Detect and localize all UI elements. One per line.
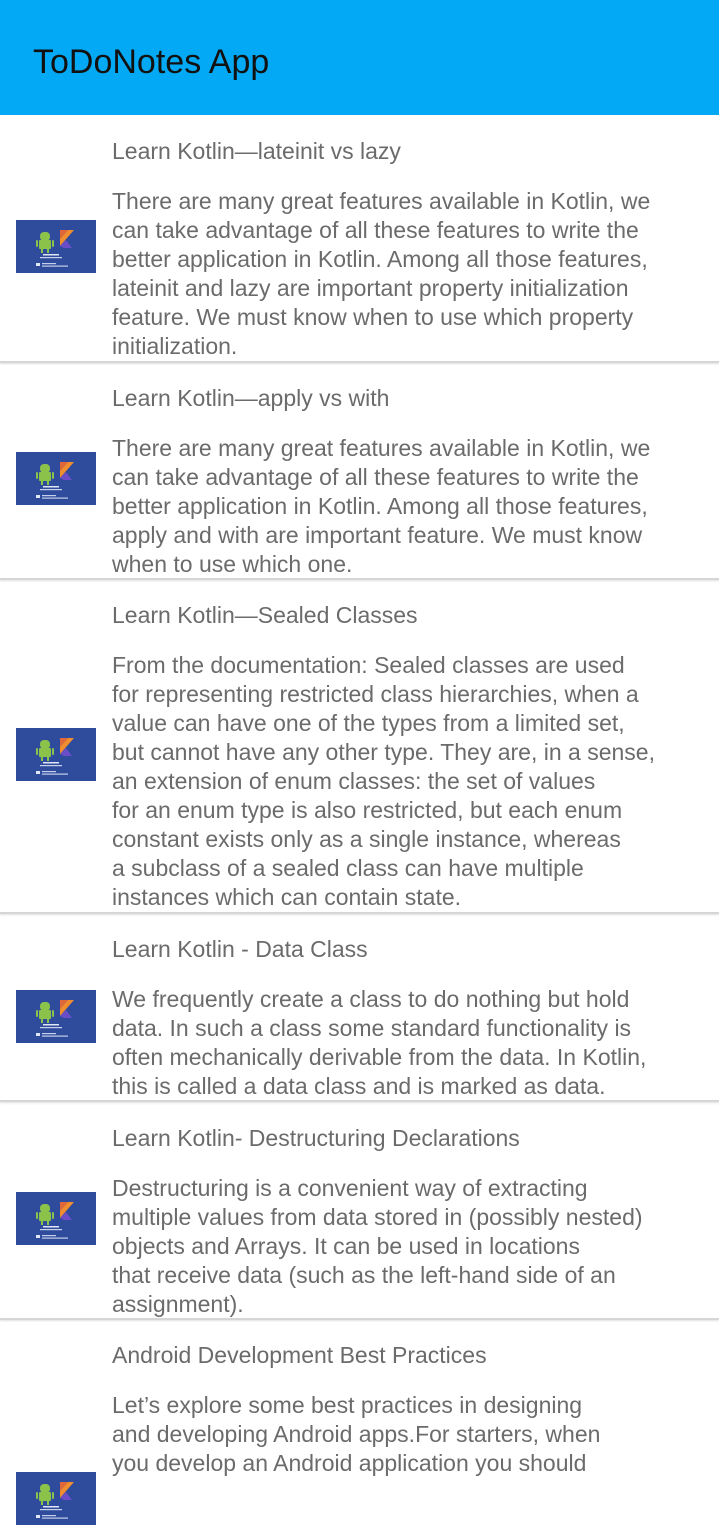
kotlin-android-thumbnail-icon [16,1192,96,1245]
app-bar [0,0,719,115]
note-card[interactable] [0,1105,719,1320]
note-card[interactable] [0,1322,719,1482]
note-title: Learn Kotlin—Sealed Classes [112,602,418,628]
note-card[interactable] [0,118,719,363]
kotlin-android-thumbnail-icon [16,1472,96,1525]
kotlin-android-thumbnail-icon [16,728,96,781]
note-description: There are many great features available in Kotlin, we can take advantage of all these features to write the better application in Kotlin. Among all those features, lateinit and lazy are important property initialization feature. We must know when to use which property initialization. [112,188,651,359]
note-title: Learn Kotlin—lateinit vs lazy [112,138,401,164]
note-description: Destructuring is a convenient way of extracting multiple values from data stored in (possibly nested) objects and Arrays. It can be used in locations that receive data (such as the left-hand side of an assignment). [112,1175,643,1317]
note-card[interactable] [0,365,719,580]
note-title: Learn Kotlin- Destructuring Declarations [112,1125,520,1151]
note-description: We frequently create a class to do nothing but hold data. In such a class some standard functionality is often mechanically derivable from the data. In Kotlin, this is called a data class and is marked as data. [112,986,647,1099]
note-description: Let’s explore some best practices in designing and developing Android apps.For starters, when you develop an Android application you should [112,1392,601,1476]
app-title: ToDoNotes App [33,43,270,81]
note-description: There are many great features available in Kotlin, we can take advantage of all these features to write the better application in Kotlin. Among all those features, apply and with are important feature. We must know when to use which one. [112,435,651,577]
note-card[interactable] [0,916,719,1102]
note-title: Learn Kotlin - Data Class [112,936,368,962]
note-description: From the documentation: Sealed classes are used for representing restricted class hierarchies, when a value can have one of the types from a limited set, but cannot have any other type. They are, in a sense, an extension of enum classes: the set of values for an enum type is also restricted, but each enum constant exists only as a single instance, whereas a subclass of a sealed class can have multiple instances which can contain state. [112,652,655,910]
note-title: Learn Kotlin—apply vs with [112,385,390,411]
note-card[interactable] [0,582,719,914]
note-title: Android Development Best Practices [112,1342,487,1368]
kotlin-android-thumbnail-icon [16,220,96,273]
kotlin-android-thumbnail-icon [16,990,96,1043]
kotlin-android-thumbnail-icon [16,452,96,505]
